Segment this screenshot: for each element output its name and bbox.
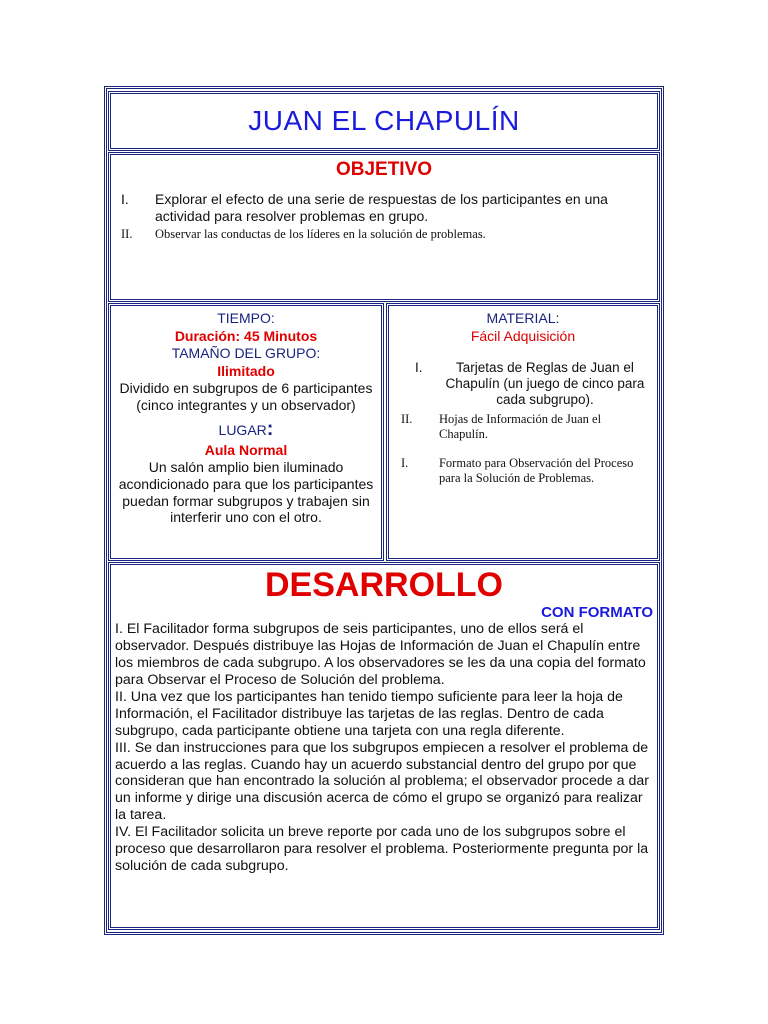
- objetivo-section: [108, 152, 660, 302]
- objetivo-item-text: Observar las conductas de los líderes en la solución de problemas.: [155, 226, 486, 241]
- tamano-description: Dividido en subgrupos de 6 participantes (cinco integrantes y un observador): [119, 380, 373, 413]
- objetivo-item-text: Explorar el efecto de una serie de respuestas de los participantes en una actividad para resolver problemas en grupo.: [155, 191, 608, 224]
- material-list: [395, 360, 651, 487]
- desarrollo-paragraph: IV. El Facilitador solicita un breve reporte por cada uno de los subgrupos sobre el proceso que desarrollaron para resolver el problema. Posteriormente pregunta por la solución de cada subgrupo.: [115, 824, 649, 874]
- desarrollo-paragraph: III. Se dan instrucciones para que los subgrupos empiecen a resolver el problema de acuerdo a las reglas. Cuando hay un acuerdo substancial dentro del grupo por que consideran que han encontrado la solución al problema; el observador procede a dar un informe y dirige una discusión acerca de cómo el grupo se organizó para realizar la tarea.: [115, 739, 649, 824]
- lugar-heading: [115, 417, 377, 442]
- tiempo-label: TIEMPO:: [217, 310, 275, 326]
- desarrollo-paragraph: II. Una vez que los participantes han tenido tiempo suficiente para leer la hoja de Información, el Facilitador distribuye las tarjetas de las reglas. Dentro de cada subgrupo, cada participante obtiene una tarjeta con una regla diferente.: [115, 688, 623, 739]
- material-item-numeral: I.: [400, 456, 409, 471]
- material-item-text: Hojas de Información de Juan el Chapulín.: [438, 412, 602, 442]
- tiempo-section: [108, 303, 384, 561]
- objetivo-item: [121, 227, 647, 242]
- document-frame: [104, 86, 664, 935]
- lugar-label: LUGAR: [218, 421, 267, 438]
- objetivo-item-numeral: I.: [121, 191, 129, 207]
- material-value: Fácil Adquisición: [470, 328, 576, 344]
- title-box: [108, 91, 660, 151]
- document-title: JUAN EL CHAPULÍN: [248, 105, 520, 136]
- desarrollo-section: [108, 562, 660, 930]
- desarrollo-heading: DESARROLLO: [265, 566, 503, 604]
- objetivo-item-numeral: II.: [121, 226, 133, 241]
- lugar-description: Un salón amplio bien iluminado acondicionado para que los participantes puedan formar subgrupos y trabajen sin interferir uno con el otro.: [118, 459, 374, 526]
- tamano-value: Ilimitado: [217, 362, 275, 379]
- material-item: [395, 456, 651, 486]
- material-item: [395, 360, 651, 409]
- material-item-numeral: II.: [400, 412, 413, 427]
- lugar-value: Aula Normal: [204, 441, 288, 458]
- objetivo-list: [121, 191, 647, 242]
- tamano-label: TAMAÑO DEL GRUPO:: [171, 345, 321, 361]
- material-item-numeral: I.: [414, 359, 423, 375]
- formato-label: CON FORMATO: [541, 604, 653, 622]
- info-columns: [108, 303, 660, 561]
- lugar-colon: :: [266, 417, 274, 440]
- objetivo-heading: OBJETIVO: [335, 159, 433, 180]
- material-section: [386, 303, 660, 561]
- desarrollo-paragraph: I. El Facilitador forma subgrupos de seis participantes, uno de ellos será el observador. Después distribuye las Hojas de Información de Juan el Chapulín entre los miembros de cada subgrupo. A los observadores se les da una copia del formato para Observar el Proceso de Solución del problema.: [115, 621, 646, 689]
- material-item-text: Tarjetas de Reglas de Juan el Chapulín (un juego de cinco para cada subgrupo).: [445, 359, 645, 407]
- material-label: MATERIAL: [486, 310, 556, 326]
- objetivo-item: [121, 191, 647, 225]
- material-item: [395, 412, 651, 442]
- material-item-text: Formato para Observación del Proceso para la Solución de Problemas.: [438, 456, 634, 486]
- material-heading: [395, 310, 651, 328]
- material-colon: :: [555, 310, 560, 326]
- duracion-value: Duración: 45 Minutos: [174, 327, 318, 344]
